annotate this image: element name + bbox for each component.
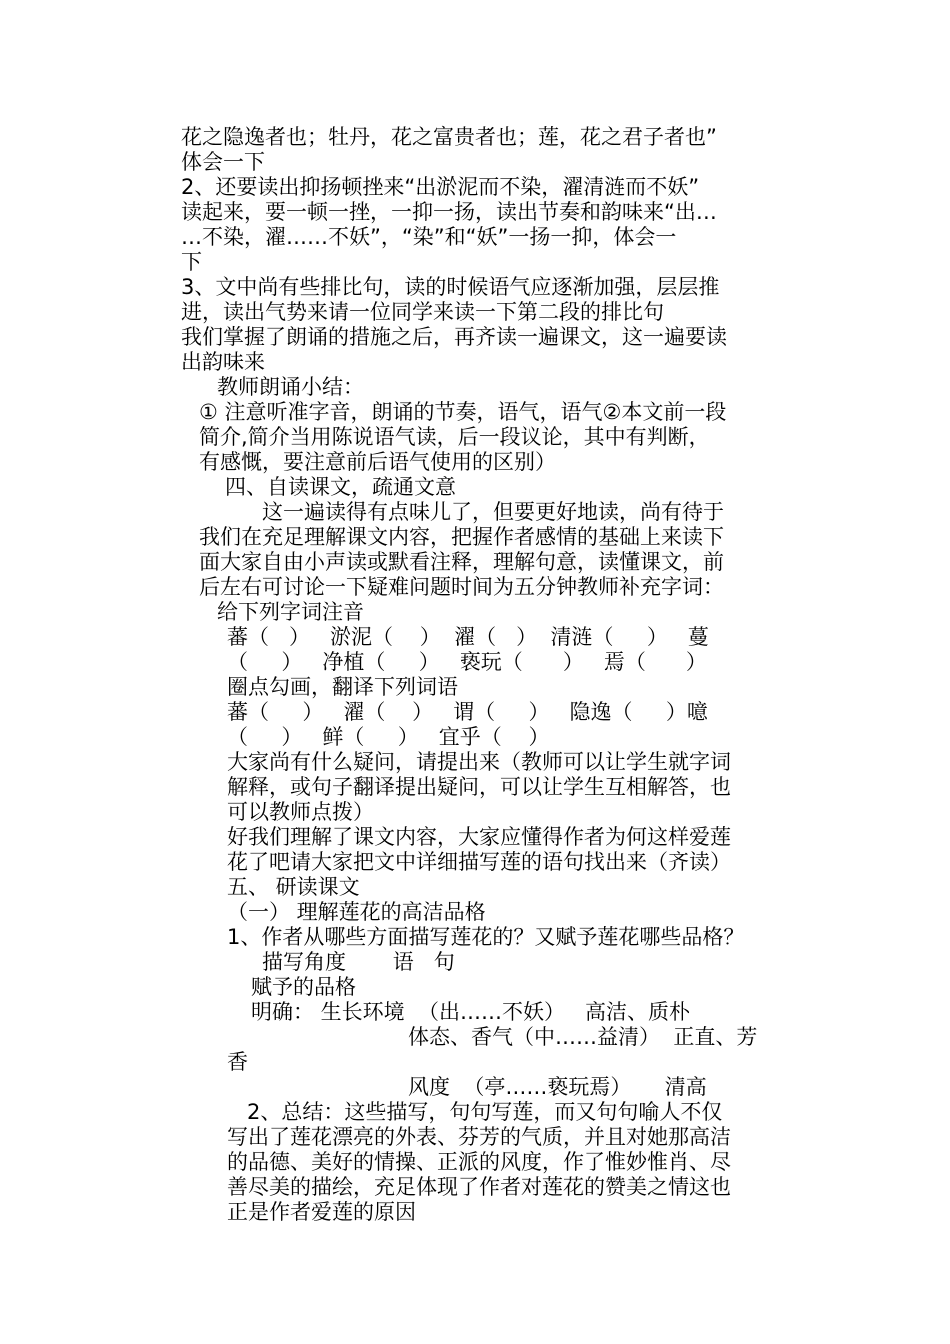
text-line: （ ） 鲜（ ） 宜乎（ ） (227, 725, 550, 749)
text-line: 正是作者爱莲的原因 (227, 1200, 416, 1224)
text-line: 有感慨，要注意前后语气使用的区别） (199, 450, 556, 474)
text-line: 风度 （亭……亵玩焉） 清高 (408, 1075, 707, 1099)
text-line: 我们在充足理解课文内容，把握作者感情的基础上来读下 (199, 525, 724, 549)
text-line: 蕃（ ） 淤泥（ ） 濯（ ） 清涟（ ） 蔓 (227, 625, 709, 649)
table-header: 赋予的品格 (251, 975, 356, 999)
text-line: 读起来，要一顿一挫，一抑一扬，读出节奏和韵味来“出… (181, 200, 717, 224)
text-line: 后左右可讨论一下疑难问题时间为五分钟教师补充字词： (199, 575, 724, 599)
text-line: 体会一下 (181, 150, 265, 174)
text-line: 明确： 生长环境 （出……不妖） 高洁、质朴 (251, 1000, 691, 1024)
text-line: 面大家自由小声读或默看注释，理解句意，读懂课文，前 (199, 550, 724, 574)
text-line: 这一遍读得有点味儿了，但要更好地读，尚有待于 (262, 500, 724, 524)
text-line: 体态、香气（中……益清） 正直、芳 (408, 1025, 758, 1049)
text-line: 解释，或句子翻译提出疑问，可以让学生互相解答，也 (227, 775, 731, 799)
text-line: 可以教师点拨） (227, 800, 374, 824)
text-line: 下 (181, 250, 202, 274)
subsection-heading: （一） 理解莲花的高洁品格 (227, 900, 486, 924)
text-line: 花了吧请大家把文中详细描写莲的语句找出来（齐读） (227, 850, 731, 874)
text-line: 大家尚有什么疑问，请提出来（教师可以让学生就字词 (227, 750, 731, 774)
table-header: 描写角度 语 句 (262, 950, 455, 974)
text-line: 善尽美的描绘，充足体现了作者对莲花的赞美之情这也 (227, 1175, 731, 1199)
text-line: 我们掌握了朗诵的措施之后，再齐读一遍课文，这一遍要读 (181, 325, 727, 349)
text-line: 的品德、美好的情操、正派的风度，作了惟妙惟肖、尽 (227, 1150, 731, 1174)
section-label: 教师朗诵小结： (217, 375, 364, 399)
text-line: 圈点勾画，翻译下列词语 (227, 675, 458, 699)
text-line: 好我们理解了课文内容，大家应懂得作者为何这样爱莲 (227, 825, 731, 849)
text-line: ① 注意听准字音，朗诵的节奏，语气，语气②本文前一段 (199, 400, 727, 424)
text-line: 进，读出气势来请一位同学来读一下第二段的排比句 (181, 300, 664, 324)
text-line: 蕃（ ） 濯（ ） 谓（ ） 隐逸（ ）噫 (227, 700, 708, 724)
section-heading: 四、自读课文，疏通文意 (225, 475, 456, 499)
text-line: 花之隐逸者也；牡丹，花之富贵者也；莲，花之君子者也” (181, 125, 717, 149)
text-line: 2、还要读出抑扬顿挫来“出淤泥而不染，濯清涟而不妖” (181, 175, 700, 199)
text-line: 出韵味来 (181, 350, 265, 374)
text-line: （ ） 净植（ ） 亵玩（ ） 焉（ ） (227, 650, 707, 674)
section-heading: 五、 研读课文 (227, 875, 360, 899)
text-line: …不染，濯……不妖”，“染”和“妖”一扬一抑，体会一 (181, 225, 677, 249)
text-line: 写出了莲花漂亮的外表、芬芳的气质，并且对她那高洁 (227, 1125, 731, 1149)
text-line: 2、总结：这些描写，句句写莲，而又句句喻人不仅 (247, 1100, 723, 1124)
text-line: 简介,简介当用陈说语气读，后一段议论，其中有判断， (199, 425, 710, 449)
text-line: 3、文中尚有些排比句，读的时候语气应逐渐加强，层层推 (181, 275, 720, 299)
text-line: 香 (227, 1050, 248, 1074)
text-line: 给下列字词注音 (217, 600, 364, 624)
text-line: 1、作者从哪些方面描写莲花的？又赋予莲花哪些品格？ (227, 925, 745, 949)
